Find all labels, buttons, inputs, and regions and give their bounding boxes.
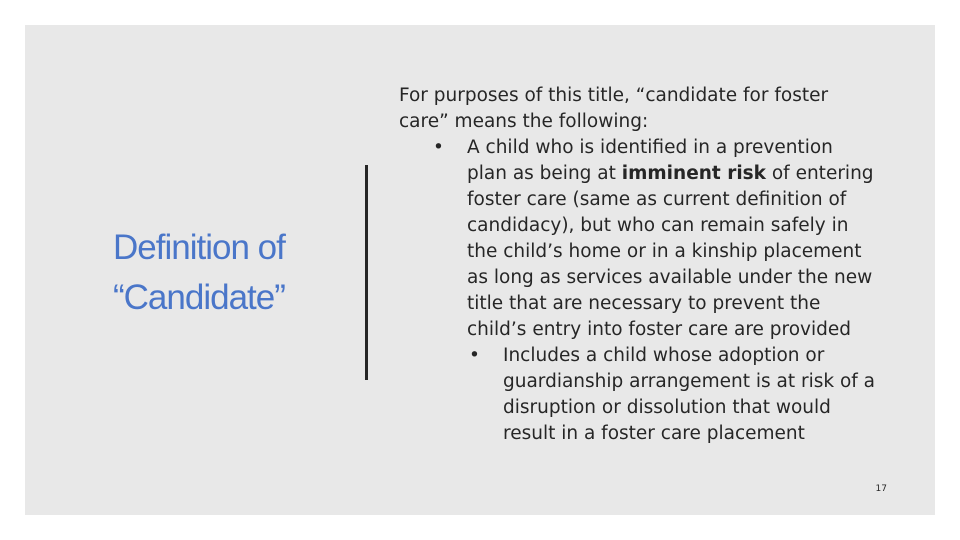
bullet-1-text: plan as being at <box>467 163 622 184</box>
page-number: 17 <box>875 484 887 494</box>
bullet-item-2 <box>399 343 919 447</box>
bullet-1-line: the child’s home or in a kinship placement <box>467 241 862 262</box>
slide-title <box>113 223 353 323</box>
vertical-divider <box>365 165 368 380</box>
bullet-2-line: Includes a child whose adoption or <box>503 345 825 366</box>
definition-body <box>399 83 919 447</box>
bullet-2-line: guardianship arrangement is at risk of a <box>503 371 875 392</box>
bullet-icon: • <box>433 137 444 158</box>
bullet-1-line: candidacy), but who can remain safely in <box>467 215 849 236</box>
bullet-1-line <box>467 161 919 187</box>
bullet-1-line: title that are necessary to prevent the <box>467 293 821 314</box>
slide-title-line-1: Definition of <box>113 228 285 267</box>
bullet-2-line: disruption or dissolution that would <box>503 397 831 418</box>
bullet-1-line: foster care (same as current definition of <box>467 189 847 210</box>
slide-title-line-2: “Candidate” <box>113 278 285 317</box>
bullet-item-1 <box>399 135 919 343</box>
bullet-1-line: as long as services available under the new <box>467 267 873 288</box>
bullet-2-line: result in a foster care placement <box>503 423 805 444</box>
bullet-icon: • <box>469 345 480 366</box>
intro-paragraph: For purposes of this title, “candidate for foster care” means the following: <box>399 85 829 132</box>
bullet-1-line: child’s entry into foster care are provided <box>467 319 852 340</box>
imminent-risk-emphasis: imminent risk <box>621 163 766 184</box>
slide <box>25 25 935 515</box>
bullet-1-text: of entering <box>765 163 874 184</box>
bullet-1-line: A child who is identified in a prevention <box>467 137 833 158</box>
